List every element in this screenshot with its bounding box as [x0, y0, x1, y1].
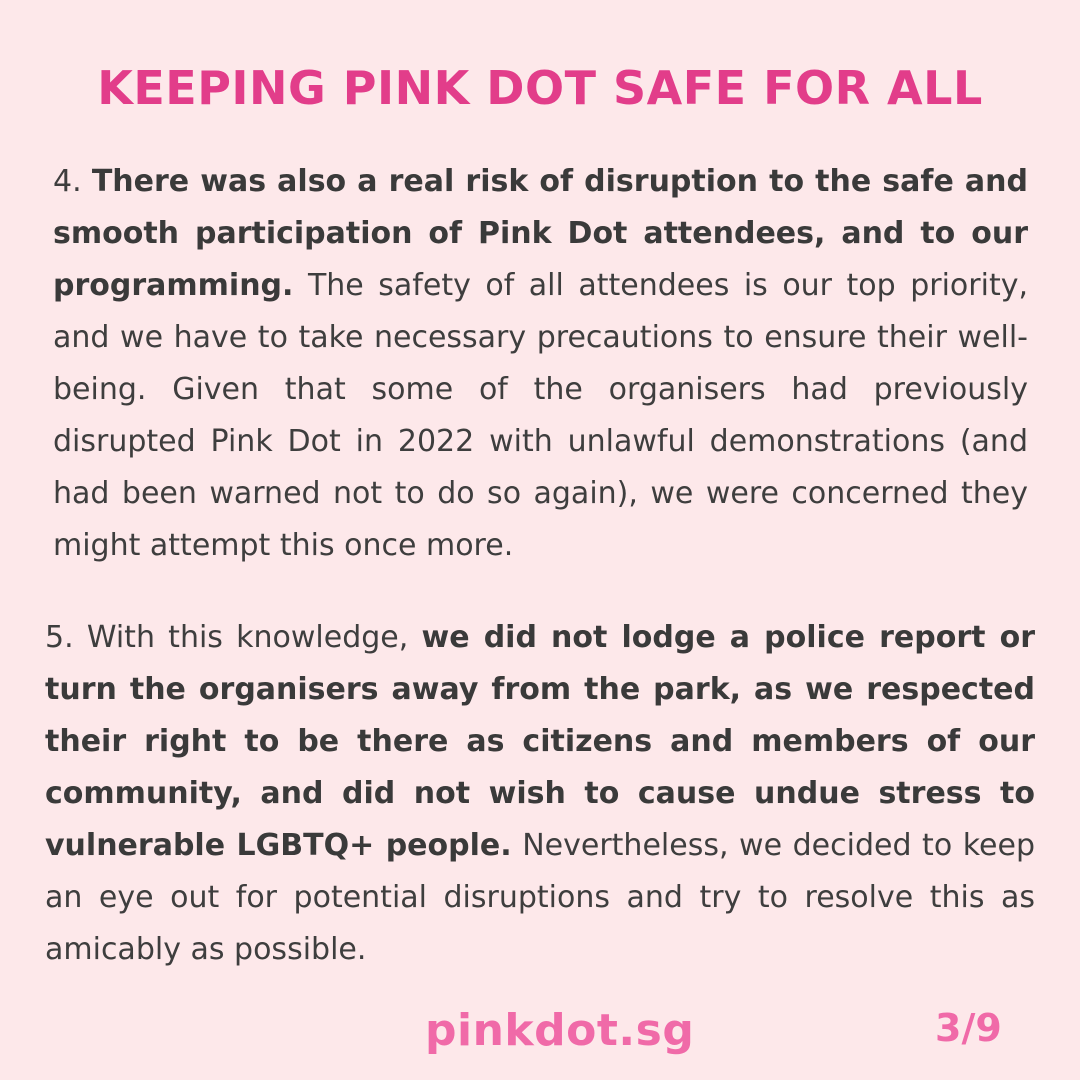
paragraph-4 — [53, 156, 1028, 572]
paragraph-5-bold-text: we did not lodge a police report or turn the organisers away from the park, as we respected their right to be there as citizens and members of our community, and did not wish to cause undue stress to vulnerable LGBTQ+ people. — [45, 620, 1035, 863]
paragraph-5-number: 5. — [45, 620, 74, 655]
paragraph-5-text-before: With this knowledge, — [86, 620, 409, 655]
paragraph-4-number: 4. — [53, 164, 82, 199]
paragraph-5 — [45, 612, 1035, 976]
paragraph-4-text: The safety of all attendees is our top priority, and we have to take necessary precautions to ensure their well-being. Given that some of the organisers had previously disrupted Pink Dot in 2022 with unlawful demonstrations (and had been warned not to do so again), we were concerned they might attempt this once more. — [53, 268, 1029, 563]
page-indicator: 3/9 — [935, 1006, 1002, 1050]
paragraph-4-bold-text: There was also a real risk of disruption to the safe and smooth participation of Pink Dot attendees, and to our programming. — [53, 164, 1028, 303]
paragraph-5-text-after: Nevertheless, we decided to keep an eye out for potential disruptions and try to resolve this as amicably as possible. — [45, 828, 1035, 967]
page-title: KEEPING PINK DOT SAFE FOR ALL — [97, 61, 983, 115]
pinkdot-logo: pinkdot.sg — [425, 1005, 695, 1056]
